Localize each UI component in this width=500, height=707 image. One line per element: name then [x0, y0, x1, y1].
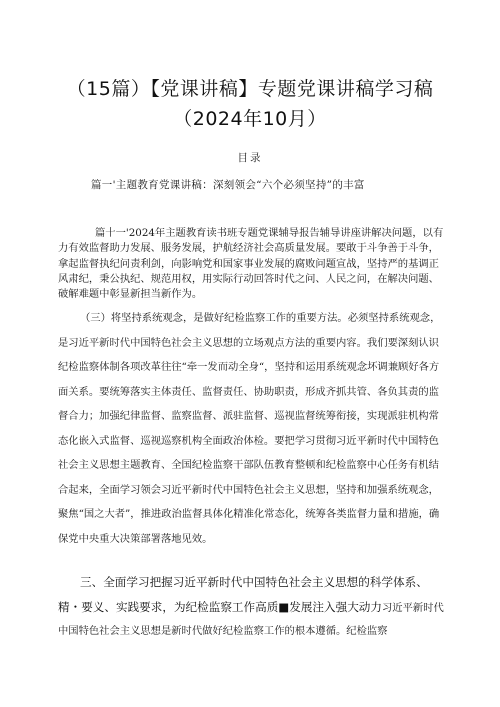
body-paragraph-2: （三）将坚持系统观念，是做好纪检监察工作的重要方法。必须坚持系统观念，是习近平新时代中国特色社会主义思想的立场观点方法的重要内容。我们要深刻认识纪检监察体制各项改革往往“牵一发而动全身“，坚持和运用系统观念坏调兼顾好各方面关系。要统筹落实主体责任、监督责任、协助职责，形成齐抓共管、各负其责的监督合力；加强纪律监督、监察监督、派驻监督、巡视监督统筹衔接，实现派驻机构常态化嵌入式监督、巡视巡察机构全面政治体检。要把学习贯彻习近平新时代中国特色社会主义思想主题教育、全国纪检监察干部队伍教育整顿和纪检监察中心任务有机结合起来，全面学习领会习近平新时代中国特色社会主义思想，坚持和加强系统观念，聚焦“国之大者”，推进政治监督具体化精准化常态化，统筹各类监督力量和措施，确保党中央重大决策部署落地见效。 — [58, 312, 441, 545]
toc-item[interactable]: 篇一'主题教育党课讲稿：深刻领会“六个必须坚持”的丰富 — [91, 179, 365, 191]
document-title: （15篇）【党课讲稿】专题党课讲稿学习稿 — [66, 78, 434, 100]
section-body-text: 习近平新时代中国特色社会主义思想是新时代做好纪检监察工作的根本遵循。纪检监察 — [58, 601, 444, 637]
section-heading: 三、全面学习把握习近平新时代中国特色社会主义思想的科学体系、精・要义、实践要求，为纪检监察工作高质■发展注入强大动力 — [58, 575, 428, 614]
body-paragraph-1: 篇十一'2024年主题教育读书班专题党课辅导报告辅导讲座讲解决问题，以有力有效监督助力发展、服务发展，护航经济社会高质量发展。要敢于斗争善于斗争，拿起监督执纪问责利剑，向影响党和国家事业发展的腐败问题宣战，坚持严的基调正风肃纪，秉公执纪、规范用权，用实际行动回答时代之问、人民之问，在解决问题、破解难题中彰显新担当新作为。 — [58, 227, 444, 301]
toc-heading: 目录 — [237, 152, 263, 164]
body-paragraph-3 — [58, 571, 446, 644]
document-title-date: （2024年10月） — [173, 108, 327, 130]
